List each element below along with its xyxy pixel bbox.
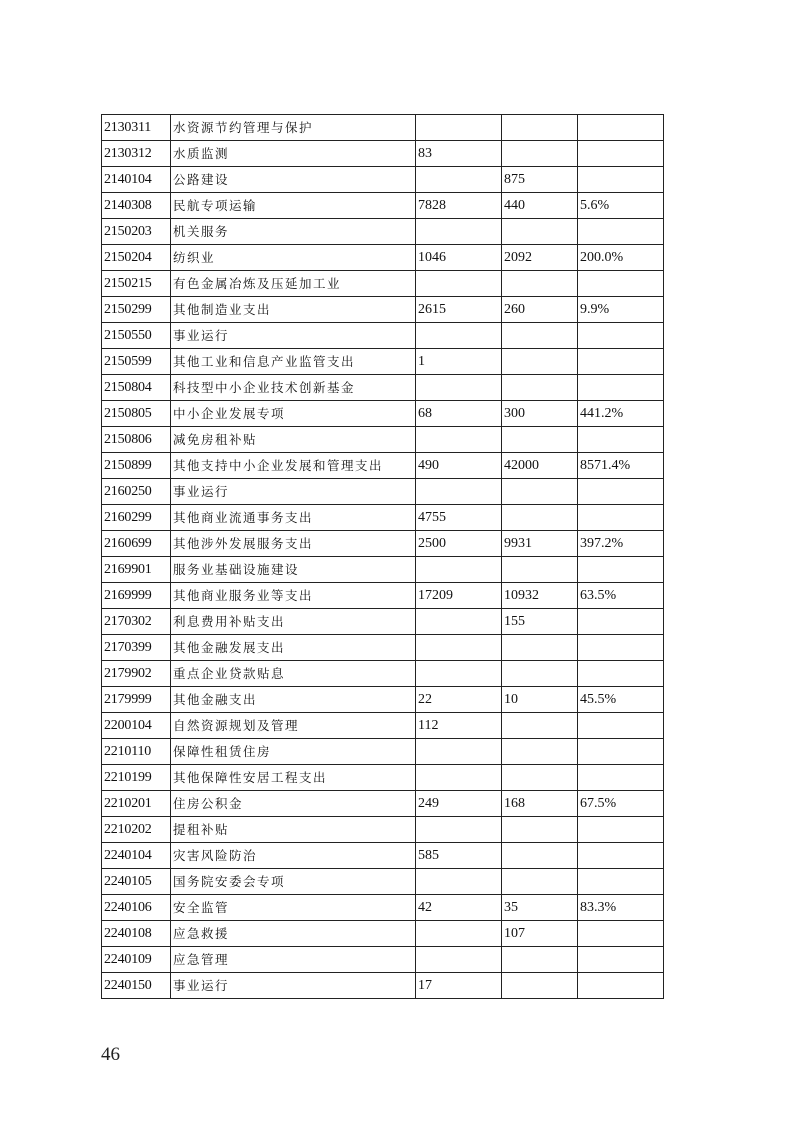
item-name-cell: 其他商业流通事务支出 (171, 505, 416, 531)
item-name-cell: 事业运行 (171, 479, 416, 505)
percent-cell: 45.5% (578, 687, 664, 713)
percent-cell (578, 323, 664, 349)
item-name-cell: 其他金融发展支出 (171, 635, 416, 661)
table-row (102, 895, 664, 921)
value-a-cell (416, 427, 502, 453)
value-b-cell (502, 869, 578, 895)
table-row (102, 921, 664, 947)
item-name-cell: 保障性租赁住房 (171, 739, 416, 765)
value-a-cell: 490 (416, 453, 502, 479)
item-name-cell: 机关服务 (171, 219, 416, 245)
table-row (102, 167, 664, 193)
value-b-cell (502, 219, 578, 245)
value-b-cell: 2092 (502, 245, 578, 271)
code-cell: 2210110 (102, 739, 171, 765)
value-b-cell (502, 115, 578, 141)
value-b-cell (502, 349, 578, 375)
table-row (102, 453, 664, 479)
table-row (102, 635, 664, 661)
table-row (102, 687, 664, 713)
value-b-cell (502, 635, 578, 661)
code-cell: 2240108 (102, 921, 171, 947)
code-cell: 2150550 (102, 323, 171, 349)
value-a-cell: 83 (416, 141, 502, 167)
percent-cell (578, 973, 664, 999)
percent-cell: 200.0% (578, 245, 664, 271)
code-cell: 2240106 (102, 895, 171, 921)
percent-cell (578, 375, 664, 401)
table-row (102, 297, 664, 323)
code-cell: 2169901 (102, 557, 171, 583)
item-name-cell: 提租补贴 (171, 817, 416, 843)
code-cell: 2150599 (102, 349, 171, 375)
item-name-cell: 事业运行 (171, 973, 416, 999)
item-name-cell: 纺织业 (171, 245, 416, 271)
value-b-cell: 10932 (502, 583, 578, 609)
code-cell: 2210201 (102, 791, 171, 817)
percent-cell: 441.2% (578, 401, 664, 427)
value-b-cell (502, 479, 578, 505)
value-b-cell (502, 661, 578, 687)
percent-cell (578, 609, 664, 635)
percent-cell (578, 219, 664, 245)
table-row (102, 401, 664, 427)
value-b-cell (502, 843, 578, 869)
item-name-cell: 其他保障性安居工程支出 (171, 765, 416, 791)
code-cell: 2240105 (102, 869, 171, 895)
percent-cell (578, 505, 664, 531)
percent-cell: 5.6% (578, 193, 664, 219)
value-a-cell: 1 (416, 349, 502, 375)
table-row (102, 505, 664, 531)
table-row (102, 661, 664, 687)
value-b-cell (502, 739, 578, 765)
value-a-cell: 585 (416, 843, 502, 869)
table-row (102, 427, 664, 453)
item-name-cell: 减免房租补贴 (171, 427, 416, 453)
percent-cell (578, 271, 664, 297)
percent-cell (578, 141, 664, 167)
value-b-cell: 168 (502, 791, 578, 817)
code-cell: 2160299 (102, 505, 171, 531)
value-a-cell (416, 479, 502, 505)
percent-cell (578, 427, 664, 453)
value-a-cell (416, 375, 502, 401)
value-b-cell (502, 557, 578, 583)
item-name-cell: 其他涉外发展服务支出 (171, 531, 416, 557)
item-name-cell: 科技型中小企业技术创新基金 (171, 375, 416, 401)
percent-cell (578, 713, 664, 739)
value-a-cell (416, 817, 502, 843)
percent-cell (578, 167, 664, 193)
percent-cell (578, 349, 664, 375)
code-cell: 2140104 (102, 167, 171, 193)
code-cell: 2150805 (102, 401, 171, 427)
value-b-cell (502, 427, 578, 453)
percent-cell (578, 115, 664, 141)
table-row (102, 947, 664, 973)
item-name-cell: 水质监测 (171, 141, 416, 167)
value-b-cell (502, 271, 578, 297)
code-cell: 2240150 (102, 973, 171, 999)
code-cell: 2150299 (102, 297, 171, 323)
value-b-cell: 300 (502, 401, 578, 427)
value-b-cell: 42000 (502, 453, 578, 479)
percent-cell: 8571.4% (578, 453, 664, 479)
code-cell: 2150203 (102, 219, 171, 245)
table-row (102, 271, 664, 297)
item-name-cell: 其他工业和信息产业监管支出 (171, 349, 416, 375)
percent-cell (578, 869, 664, 895)
percent-cell (578, 739, 664, 765)
code-cell: 2140308 (102, 193, 171, 219)
code-cell: 2170399 (102, 635, 171, 661)
percent-cell (578, 635, 664, 661)
value-a-cell (416, 869, 502, 895)
code-cell: 2150204 (102, 245, 171, 271)
value-a-cell (416, 635, 502, 661)
percent-cell (578, 921, 664, 947)
code-cell: 2160699 (102, 531, 171, 557)
table-row (102, 817, 664, 843)
value-b-cell: 440 (502, 193, 578, 219)
code-cell: 2150806 (102, 427, 171, 453)
value-a-cell: 112 (416, 713, 502, 739)
code-cell: 2210199 (102, 765, 171, 791)
item-name-cell: 安全监管 (171, 895, 416, 921)
value-a-cell: 249 (416, 791, 502, 817)
table-row (102, 713, 664, 739)
table-row (102, 739, 664, 765)
percent-cell (578, 843, 664, 869)
table-row (102, 141, 664, 167)
item-name-cell: 应急管理 (171, 947, 416, 973)
table-row (102, 791, 664, 817)
table-row (102, 531, 664, 557)
table-row (102, 557, 664, 583)
value-b-cell: 107 (502, 921, 578, 947)
value-b-cell (502, 141, 578, 167)
item-name-cell: 应急救援 (171, 921, 416, 947)
table-row (102, 193, 664, 219)
item-name-cell: 自然资源规划及管理 (171, 713, 416, 739)
value-a-cell (416, 271, 502, 297)
item-name-cell: 服务业基础设施建设 (171, 557, 416, 583)
value-a-cell: 17 (416, 973, 502, 999)
value-a-cell (416, 557, 502, 583)
item-name-cell: 中小企业发展专项 (171, 401, 416, 427)
table-row (102, 323, 664, 349)
value-a-cell (416, 115, 502, 141)
percent-cell: 83.3% (578, 895, 664, 921)
value-a-cell (416, 167, 502, 193)
value-a-cell: 2615 (416, 297, 502, 323)
percent-cell (578, 557, 664, 583)
item-name-cell: 国务院安委会专项 (171, 869, 416, 895)
value-a-cell (416, 765, 502, 791)
value-b-cell: 9931 (502, 531, 578, 557)
item-name-cell: 有色金属冶炼及压延加工业 (171, 271, 416, 297)
table-row (102, 843, 664, 869)
table-row (102, 349, 664, 375)
code-cell: 2200104 (102, 713, 171, 739)
value-a-cell: 1046 (416, 245, 502, 271)
table-row (102, 869, 664, 895)
value-b-cell (502, 765, 578, 791)
value-a-cell: 17209 (416, 583, 502, 609)
value-a-cell: 2500 (416, 531, 502, 557)
table-row (102, 479, 664, 505)
item-name-cell: 其他制造业支出 (171, 297, 416, 323)
value-a-cell (416, 661, 502, 687)
code-cell: 2150804 (102, 375, 171, 401)
percent-cell: 397.2% (578, 531, 664, 557)
table-row (102, 375, 664, 401)
code-cell: 2150899 (102, 453, 171, 479)
value-a-cell (416, 947, 502, 973)
value-b-cell (502, 323, 578, 349)
code-cell: 2179999 (102, 687, 171, 713)
value-a-cell (416, 323, 502, 349)
table-row (102, 765, 664, 791)
percent-cell: 63.5% (578, 583, 664, 609)
code-cell: 2130311 (102, 115, 171, 141)
item-name-cell: 灾害风险防治 (171, 843, 416, 869)
code-cell: 2160250 (102, 479, 171, 505)
item-name-cell: 其他支持中小企业发展和管理支出 (171, 453, 416, 479)
code-cell: 2130312 (102, 141, 171, 167)
value-a-cell: 7828 (416, 193, 502, 219)
value-b-cell (502, 947, 578, 973)
value-a-cell (416, 739, 502, 765)
table-body (102, 115, 664, 999)
percent-cell: 9.9% (578, 297, 664, 323)
item-name-cell: 民航专项运输 (171, 193, 416, 219)
percent-cell: 67.5% (578, 791, 664, 817)
item-name-cell: 其他商业服务业等支出 (171, 583, 416, 609)
table-row (102, 115, 664, 141)
item-name-cell: 公路建设 (171, 167, 416, 193)
value-b-cell (502, 713, 578, 739)
value-b-cell (502, 973, 578, 999)
value-b-cell: 35 (502, 895, 578, 921)
item-name-cell: 利息费用补贴支出 (171, 609, 416, 635)
percent-cell (578, 947, 664, 973)
budget-table (101, 114, 664, 999)
code-cell: 2150215 (102, 271, 171, 297)
percent-cell (578, 661, 664, 687)
code-cell: 2240109 (102, 947, 171, 973)
table-row (102, 609, 664, 635)
item-name-cell: 住房公积金 (171, 791, 416, 817)
value-a-cell (416, 219, 502, 245)
value-a-cell: 4755 (416, 505, 502, 531)
item-name-cell: 水资源节约管理与保护 (171, 115, 416, 141)
item-name-cell: 事业运行 (171, 323, 416, 349)
value-b-cell: 155 (502, 609, 578, 635)
table-row (102, 245, 664, 271)
value-a-cell: 22 (416, 687, 502, 713)
value-a-cell (416, 921, 502, 947)
value-b-cell (502, 817, 578, 843)
value-a-cell: 42 (416, 895, 502, 921)
table-row (102, 583, 664, 609)
code-cell: 2169999 (102, 583, 171, 609)
percent-cell (578, 817, 664, 843)
value-b-cell (502, 505, 578, 531)
table-row (102, 973, 664, 999)
table-row (102, 219, 664, 245)
percent-cell (578, 479, 664, 505)
value-b-cell (502, 375, 578, 401)
value-b-cell: 10 (502, 687, 578, 713)
value-b-cell: 875 (502, 167, 578, 193)
code-cell: 2240104 (102, 843, 171, 869)
code-cell: 2170302 (102, 609, 171, 635)
value-b-cell: 260 (502, 297, 578, 323)
value-a-cell (416, 609, 502, 635)
item-name-cell: 其他金融支出 (171, 687, 416, 713)
code-cell: 2210202 (102, 817, 171, 843)
code-cell: 2179902 (102, 661, 171, 687)
item-name-cell: 重点企业贷款贴息 (171, 661, 416, 687)
value-a-cell: 68 (416, 401, 502, 427)
page-number: 46 (101, 1044, 120, 1065)
percent-cell (578, 765, 664, 791)
